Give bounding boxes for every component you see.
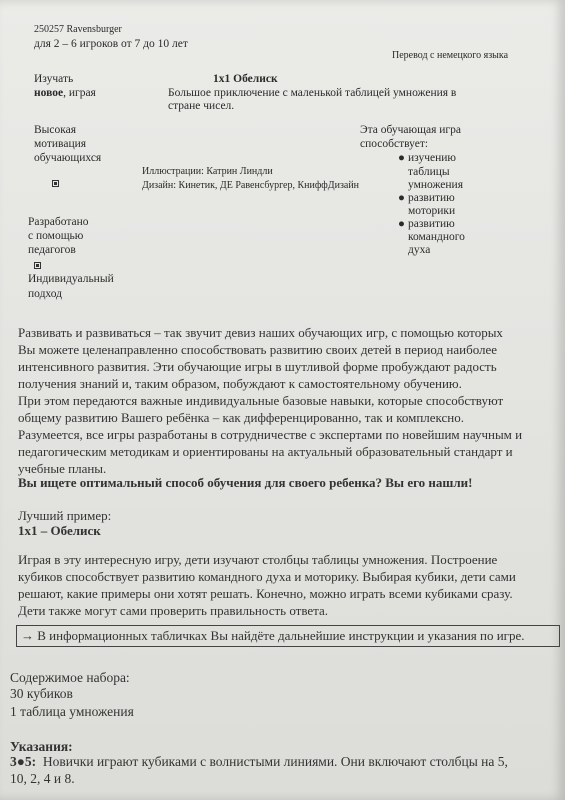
game-subtitle-2: стране чисел. <box>168 100 235 112</box>
contents-item: 30 кубиков <box>10 686 73 701</box>
design-credit: Дизайн: Кинетик, ДЕ Равенсбургер, КниффДизайн <box>142 180 360 191</box>
intro-line: интенсивного развития. Эти обучающие игры в шутливой форме пробуждают радость <box>18 359 497 374</box>
level-label: 3●5: <box>10 754 37 769</box>
learn-line-2 <box>34 87 96 100</box>
illustrations-credit: Иллюстрации: Катрин Линдли <box>142 166 273 177</box>
instructions-line-2: 10, 2, 4 и 8. <box>10 771 75 786</box>
instructions-line-1 <box>10 753 508 770</box>
example-line: Дети также могут сами проверить правильность ответа. <box>18 603 329 618</box>
bullet-dot-icon: ● <box>398 218 405 230</box>
benefit-bullet-3 <box>398 218 455 231</box>
bullet-dot-icon: ● <box>398 192 405 204</box>
benefit-bullet-1 <box>398 152 456 165</box>
motivation-line-3: обучающихся <box>34 152 102 164</box>
intro-line: При этом передаются важные индивидуальные базовые навыки, которые способствуют <box>18 393 504 408</box>
benefit-2-line-1: развитию <box>408 192 455 204</box>
intro-line: Развивать и развиваться – так звучит девиз наших обучающих игр, с помощью которых <box>18 325 503 340</box>
square-bullet-icon <box>34 262 41 269</box>
benefit-bullet-2 <box>398 192 455 205</box>
learn-bold: новое <box>34 87 64 99</box>
intro-line: учебные планы. <box>18 461 107 476</box>
learn-rest: , играя <box>63 87 96 99</box>
contents-label: Содержимое набора: <box>10 670 130 685</box>
benefit-1-line-3: умножения <box>408 179 463 191</box>
intro-line: Вы можете целенаправленно способствовать развитию своих детей в период наиболее <box>18 342 498 357</box>
benefit-3-line-1: развитию <box>408 218 455 230</box>
instructions-heading: Указания: <box>10 739 73 754</box>
intro-line: педагогическим методикам и ориентированы на актуальный образовательный стандарт и <box>18 444 513 459</box>
example-line: кубиков способствует развитию командного духа и моторику. Выбирая кубики, дети сами <box>18 569 516 584</box>
example-label: Лучший пример: <box>18 508 112 523</box>
benefit-3-line-2: командного <box>408 231 465 243</box>
question-heading: Вы ищете оптимальный способ обучения для своего ребенка? Вы его нашли! <box>18 475 473 490</box>
individual-line-1: Индивидуальный <box>28 273 114 285</box>
learn-line-1: Изучать <box>34 73 74 85</box>
motivation-line-1: Высокая <box>34 124 77 136</box>
benefit-2-line-2: моторики <box>408 205 456 217</box>
benefit-1-line-1: изучению <box>408 152 456 164</box>
example-line: решают, какие примеры они хотят решать. Конечно, можно играть всеми кубиками сразу. <box>18 586 513 601</box>
individual-line-2: подход <box>28 288 63 300</box>
benefit-1-line-2: таблицы <box>408 166 450 178</box>
example-line: Играя в эту интересную игру, дети изучают столбцы таблицы умножения. Построение <box>18 552 498 567</box>
square-bullet-icon <box>52 180 59 187</box>
benefit-3-line-3: духа <box>408 244 431 256</box>
pedagogues-line-1: Разработано <box>28 216 89 228</box>
game-title: 1x1 Обелиск <box>213 73 278 85</box>
intro-paragraph <box>18 324 558 477</box>
pedagogues-line-3: педагогов <box>28 244 76 256</box>
bullet-dot-icon: ● <box>398 152 405 164</box>
motivation-line-2: мотивация <box>34 138 87 150</box>
game-subtitle-1: Большое приключение с маленькой таблицей умножения в <box>168 87 457 99</box>
intro-line: Разумеется, все игры разработаны в сотрудничестве с экспертами по новейшим научным и <box>18 427 523 442</box>
info-box: → В информационных табличках Вы найдёте дальнейшие инструкции и указания по игре. <box>16 625 560 647</box>
example-text <box>18 551 558 619</box>
instructions-text-1: Новички играют кубиками с волнистыми линиями. Они включают столбцы на 5, <box>36 754 508 769</box>
translation-note: Перевод с немецкого языка <box>392 50 509 61</box>
benefits-intro-1: Эта обучающая игра <box>360 124 461 136</box>
intro-line: общему развитию Вашего ребёнка – как дифференцированно, так и комплексно. <box>18 410 465 425</box>
contents-item: 1 таблица умножения <box>10 704 134 719</box>
intro-line: получения знаний и, таким образом, побуждают к самостоятельному обучению. <box>18 376 462 391</box>
players-age: для 2 – 6 игроков от 7 до 10 лет <box>34 38 188 50</box>
benefits-intro-2: способствует: <box>360 138 429 150</box>
pedagogues-line-2: с помощью <box>28 230 84 242</box>
example-title: 1x1 – Обелиск <box>18 523 101 538</box>
product-code: 250257 Ravensburger <box>34 24 122 35</box>
